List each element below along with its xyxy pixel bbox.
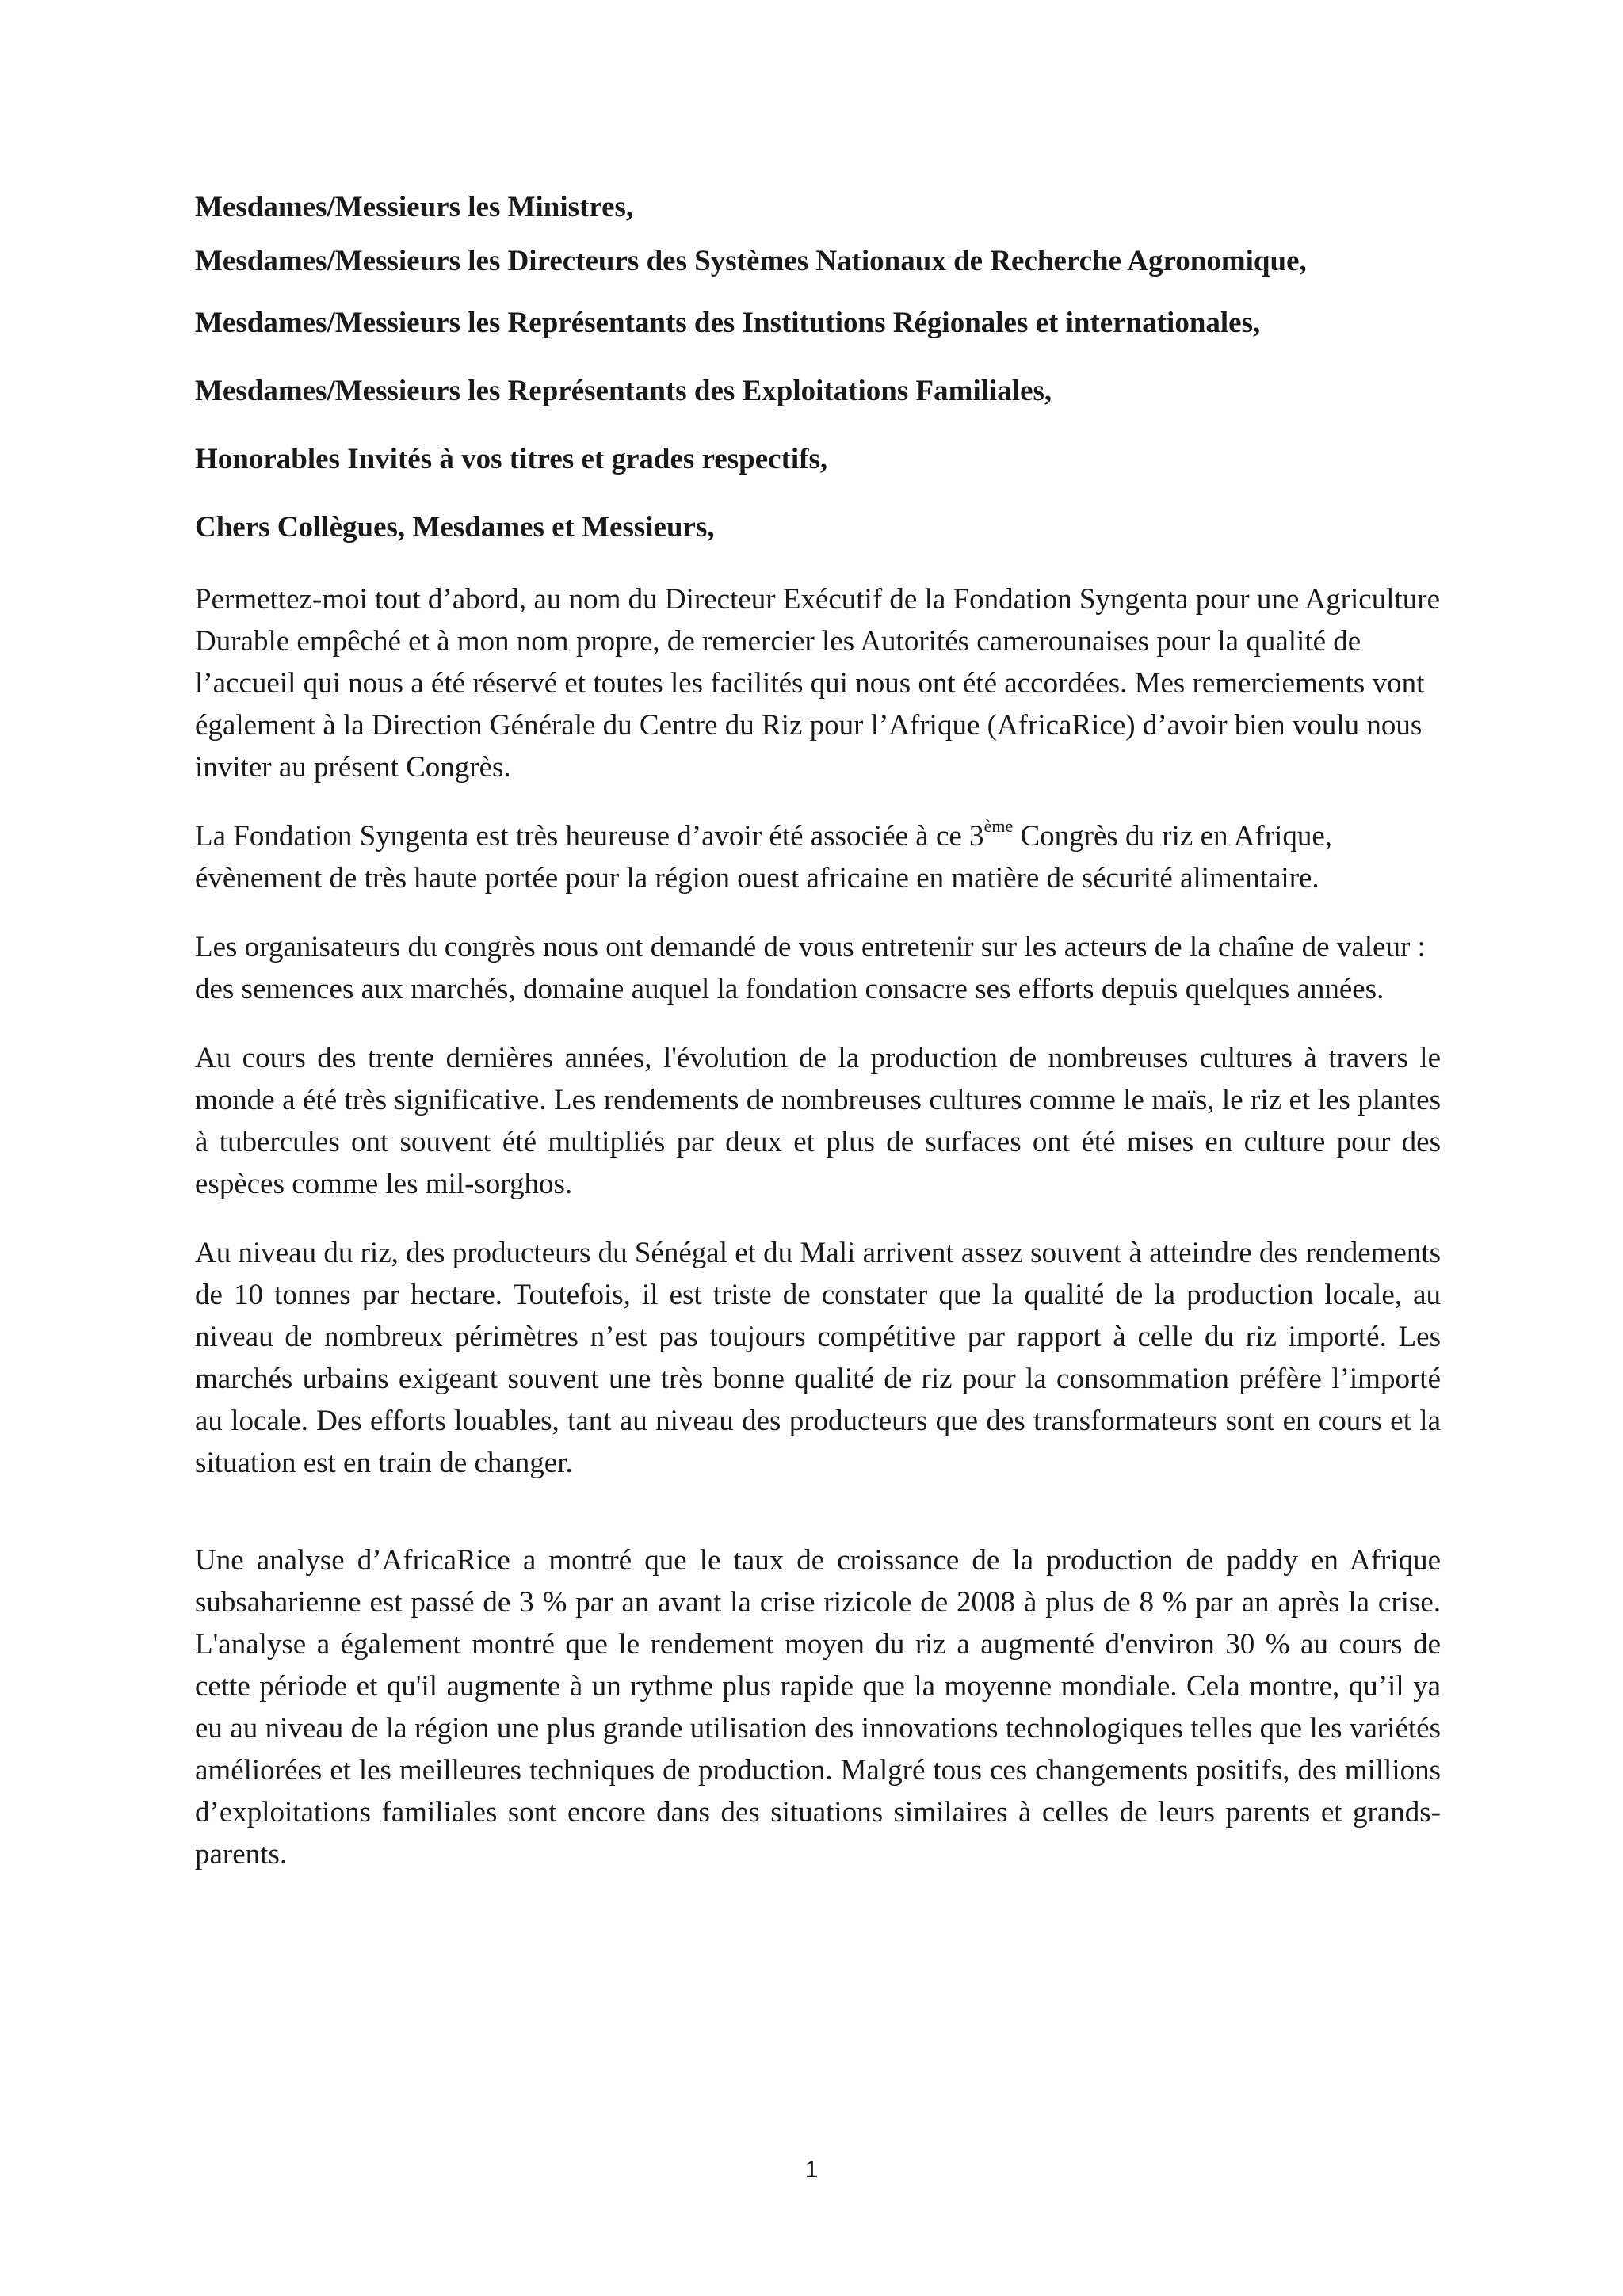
paragraph-production-evolution: Au cours des trente dernières années, l'évolution de la production de nombreuses cultures à travers le monde a été très significative. Les rendements de nombreuses cultures comme le maïs, le riz et les plantes à tubercules ont souvent été multipliés par deux et plus de surfaces ont été mises en culture pour des espèces comme les mil-sorghos. (195, 1042, 1441, 1200)
paragraph-africarice-analysis: Une analyse d’AfricaRice a montré que le taux de croissance de la production de paddy en Afrique subsaharienne est passé de 3 % par an avant la crise rizicole de 2008 à plus de 8 % par an après la crise. L'analyse a également montré que le rendement moyen du riz a augmenté d'environ 30 % au cours de cette période et qu'il augmente à un rythme plus rapide que la moyenne mondiale. Cela montre, qu’il ya eu au niveau de la région une plus grande utilisation des innovations technologiques telles que les variétés améliorées et les meilleures techniques de production. Malgré tous ces changements positifs, des millions d’exploitations familiales sont encore dans des situations similaires à celles de leurs parents et grands-parents. (195, 1544, 1441, 1871)
salutation-directors: Mesdames/Messieurs les Directeurs des Systèmes Nationaux de Recherche Agronomique, (195, 245, 1307, 277)
salutation-ministers: Mesdames/Messieurs les Ministres, (195, 191, 634, 223)
salutation-colleagues: Chers Collègues, Mesdames et Messieurs, (195, 511, 715, 543)
paragraph-congress-text-start: La Fondation Syngenta est très heureuse d’avoir été associée à ce 3 (195, 820, 984, 852)
salutation-institutions: Mesdames/Messieurs les Représentants des Institutions Régionales et internationales, (195, 307, 1261, 339)
paragraph-congress (195, 815, 1441, 899)
salutation-guests: Honorables Invités à vos titres et grades respectifs, (195, 443, 828, 475)
salutation-family-farms: Mesdames/Messieurs les Représentants des Exploitations Familiales, (195, 375, 1052, 407)
paragraph-congress-text-end: Congrès du riz en Afrique, évènement de très haute portée pour la région ouest africaine en matière de sécurité alimentaire. (195, 820, 1333, 894)
ordinal-superscript: ème (983, 815, 1014, 836)
paragraph-rice-quality: Au niveau du riz, des producteurs du Sénégal et du Mali arrivent assez souvent à atteindre des rendements de 10 tonnes par hectare. Toutefois, il est triste de constater que la qualité de la production locale, au niveau de nombreux périmètres n’est pas toujours compétitive par rapport à celle du riz importé. Les marchés urbains exigeant souvent une très bonne qualité de riz pour la consommation préfère l’importé au locale. Des efforts louables, tant au niveau des producteurs que des transformateurs sont en cours et la situation est en train de changer. (195, 1237, 1441, 1479)
paragraph-thanks: Permettez-moi tout d’abord, au nom du Directeur Exécutif de la Fondation Syngenta pour une Agriculture Durable empêché et à mon nom propre, de remercier les Autorités camerounaises pour la qualité de l’accueil qui nous a été réservé et toutes les facilités qui nous ont été accordées. Mes remerciements vont également à la Direction Générale du Centre du Riz pour l’Afrique (AfricaRice) d’avoir bien voulu nous inviter au présent Congrès. (195, 583, 1441, 784)
paragraph-value-chain: Les organisateurs du congrès nous ont demandé de vous entretenir sur les acteurs de la chaîne de valeur : des semences aux marchés, domaine auquel la fondation consacre ses efforts depuis quelques années. (195, 931, 1426, 1005)
page-number: 1 (804, 2157, 819, 2183)
document-body (195, 190, 1441, 1902)
